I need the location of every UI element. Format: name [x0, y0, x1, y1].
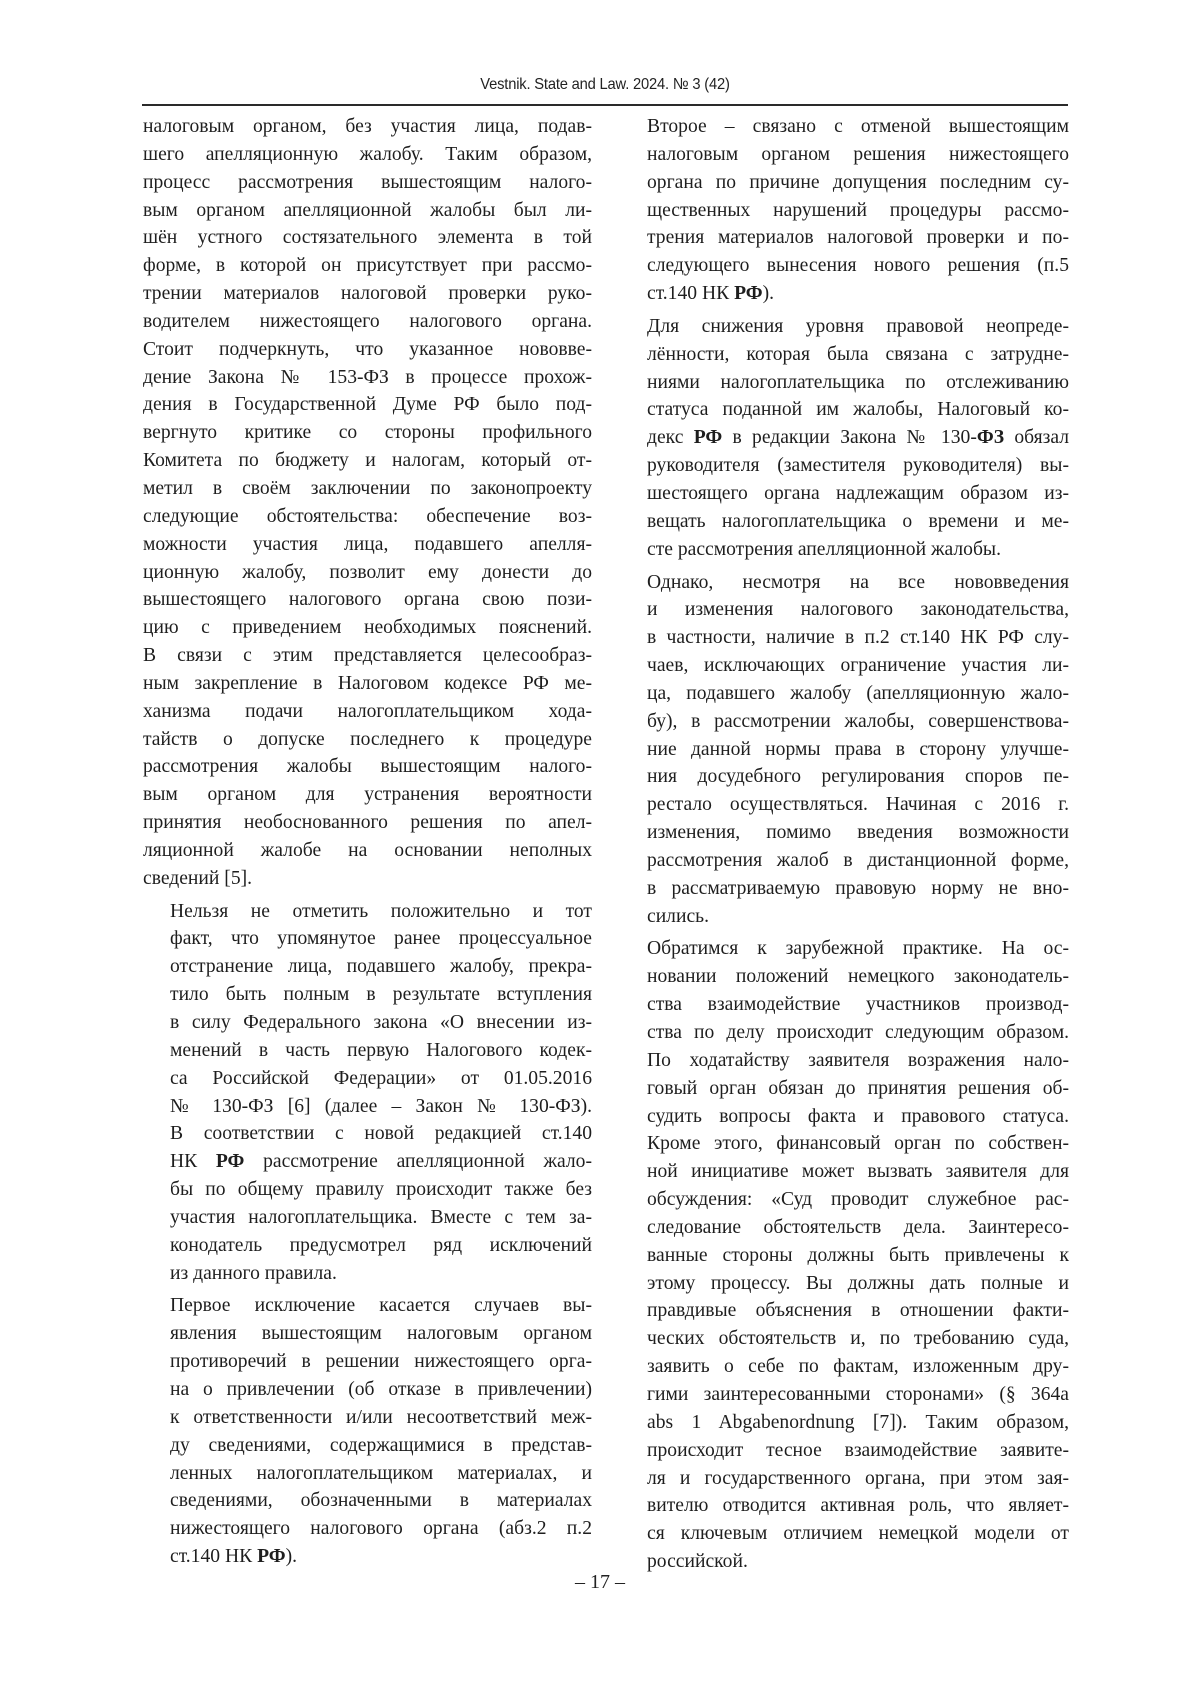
text-line: рассмотрения жалобы вышестоящим налого- [143, 756, 592, 778]
text-line: сведениями, обозначенными в материалах [170, 1490, 592, 1512]
text-line: принятия необоснованного решения по апел- [143, 812, 592, 834]
text-line: Кроме этого, финансовый орган по собствен- [647, 1133, 1069, 1155]
text-line: статуса поданной им жалобы, Налоговый ко- [647, 399, 1069, 421]
text-line: Стоит подчеркнуть, что указанное нововве- [143, 338, 592, 360]
text-line: процесс рассмотрения вышестоящим налого- [143, 171, 592, 193]
text-line: следующие обстоятельства: обеспечение воз- [143, 505, 592, 527]
text-line: судить вопросы факта и правового статуса. [647, 1105, 1069, 1127]
text-line: отстранение лица, подавшего жалобу, прекра- [170, 956, 592, 978]
text-line: ду сведениями, содержащимися в представ- [170, 1434, 592, 1456]
text-line: По ходатайству заявителя возражения нало- [647, 1049, 1069, 1071]
text-line: налоговым органом решения нижестоящего [647, 143, 1069, 165]
text-line: Обратимся к зарубежной практике. На ос- [647, 938, 1069, 960]
text-line: В связи с этим представляется целесообраз- [143, 645, 592, 667]
text-line: ся ключевым отличием немецкой модели от [647, 1523, 1069, 1545]
text-line: ния досудебного регулирования споров пе- [647, 766, 1069, 788]
text-line: ства по делу происходит следующим образом. [647, 1022, 1069, 1043]
paragraph [143, 1292, 592, 1570]
text-line: менений в часть первую Налогового кодек- [170, 1039, 592, 1061]
text-line: вителю отводится активная роль, что являет- [647, 1495, 1069, 1517]
text-line: № 130-ФЗ [6] (далее – Закон № 130-ФЗ). [170, 1095, 592, 1117]
text-line: ляционной жалобе на основании неполных [143, 839, 592, 861]
text-line: форме, в которой он присутствует при рассмо- [143, 255, 592, 277]
running-head: Vestnik. State and Law. 2024. № 3 (42) [480, 76, 730, 93]
text-line: следование обстоятельств дела. Заинтересо- [647, 1216, 1069, 1238]
text-line: и изменения налогового законодательства, [647, 599, 1069, 621]
header-rule [142, 104, 1068, 106]
page-number: – 17 – [575, 1571, 625, 1593]
text-line: к ответственности и/или несоответствий меж- [170, 1406, 592, 1428]
text-line: правдивые объяснения в отношении факти- [647, 1300, 1069, 1322]
text-line: вым органом для устранения вероятности [143, 784, 592, 806]
text-line: тило быть полным в результате вступления [170, 984, 592, 1006]
text-line: вышестоящего налогового органа свою пози- [143, 589, 592, 611]
text-line: вещать налогоплательщика о времени и ме- [647, 510, 1069, 532]
text-line: в силу Федерального закона «О внесении из- [170, 1012, 592, 1033]
right-column [620, 113, 1069, 1581]
text-line: бы по общему правилу происходит также без [170, 1179, 592, 1201]
text-line: шестоящего органа надлежащим образом из- [647, 482, 1069, 504]
text-line: из данного правила. [170, 1262, 337, 1284]
text-line: ным закрепление в Налоговом кодексе РФ ме- [143, 672, 592, 694]
text-line: Однако, несмотря на все нововведения [647, 571, 1069, 593]
text-line: налоговым органом, без участия лица, подав- [143, 116, 592, 137]
left-column [143, 113, 592, 1576]
paragraph [620, 113, 1069, 308]
text-line: ной инициативе может вызвать заявителя для [647, 1161, 1069, 1183]
text-line: новании положений немецкого законодатель- [647, 966, 1069, 988]
text-line: вым органом апелляционной жалобы был ли- [143, 199, 592, 221]
text-line: са Российской Федерации» от 01.05.2016 [170, 1067, 592, 1089]
text-line: Для снижения уровня правовой неопреде- [647, 315, 1069, 337]
text-line: трения материалов налоговой проверки и по- [647, 227, 1069, 249]
text-line: ханизма подачи налогоплательщиком хода- [143, 700, 592, 722]
text-line: ванные стороны должны быть привлечены к [647, 1244, 1069, 1266]
text-line: ства взаимодействие участников производ- [647, 994, 1069, 1016]
text-line: можности участия лица, подавшего апелля- [143, 533, 592, 555]
text-line: обсуждения: «Суд проводит служебное рас- [647, 1189, 1069, 1211]
text-line: ние данной нормы права в сторону улучше- [647, 738, 1069, 760]
text-line: abs 1 Abgabenordnung [7]). Таким образом, [647, 1411, 1069, 1433]
text-line: сились. [647, 905, 709, 927]
text-line: тайств о допуске последнего к процедуре [143, 728, 592, 750]
text-line: водителем нижестоящего налогового органа. [143, 310, 592, 332]
paragraph [620, 569, 1069, 931]
paragraph [143, 898, 592, 1288]
paragraph [620, 313, 1069, 564]
text-line: метил в своём заключении по законопроекту [143, 477, 592, 499]
text-line: участия налогоплательщика. Вместе с тем за- [170, 1206, 592, 1228]
text-line: рестало осуществляться. Начиная с 2016 г. [647, 794, 1069, 816]
paragraph [143, 113, 592, 893]
paragraph [620, 935, 1069, 1575]
text-line: явления вышестоящим налоговым органом [170, 1323, 592, 1345]
text-line: Нельзя не отметить положительно и тот [170, 900, 592, 922]
text-line: Второе – связано с отменой вышестоящим [647, 116, 1069, 137]
text-line: трении материалов налоговой проверки руко- [143, 283, 592, 305]
text-line: ля и государственного органа, при этом зая- [647, 1467, 1069, 1489]
text-line: В соответствии с новой редакцией ст.140 [170, 1123, 592, 1145]
text-line: ца, подавшего жалобу (апелляционную жало- [647, 682, 1069, 704]
text-line: нижестоящего налогового органа (абз.2 п.2 [170, 1518, 592, 1540]
text-line: Комитета по бюджету и налогам, который от- [143, 450, 592, 472]
text-line: в рассматриваемую правовую норму не вно- [647, 877, 1069, 899]
text-line: вергнуто критике со стороны профильного [143, 422, 592, 444]
text-line: происходит тесное взаимодействие заявите- [647, 1439, 1069, 1461]
text-line: противоречий в решении нижестоящего орга- [170, 1351, 592, 1373]
text-line: шего апелляционную жалобу. Таким образом, [143, 143, 592, 165]
text-line: следующего вынесения нового решения (п.5 [647, 255, 1069, 277]
text-line: декс РФ в редакции Закона № 130-ФЗ обязал [647, 427, 1070, 449]
text-line: гими заинтересованными сторонами» (§ 364a [647, 1383, 1069, 1405]
text-line: на о привлечении (об отказе в привлечении) [170, 1378, 592, 1400]
text-line: шён устного состязательного элемента в той [143, 227, 592, 249]
text-line: рассмотрения жалоб в дистанционной форме, [647, 849, 1069, 871]
text-line: говый орган обязан до принятия решения об- [647, 1077, 1069, 1099]
text-line: ст.140 НК РФ). [647, 283, 774, 305]
text-line: бу), в рассмотрении жалобы, совершенствова- [647, 710, 1069, 732]
text-line: щественных нарушений процедуры рассмо- [647, 199, 1069, 221]
text-line: дения в Государственной Думе РФ было под- [143, 394, 592, 416]
text-line: российской. [647, 1551, 748, 1573]
text-line: заявить о себе по фактам, изложенным дру- [647, 1356, 1069, 1378]
text-line: дение Закона № 153-ФЗ в процессе прохож- [143, 366, 592, 388]
text-line: ческих обстоятельств и, по требованию суда, [647, 1328, 1069, 1350]
text-line: цию с приведением необходимых пояснений. [143, 617, 592, 639]
text-line: ниями налогоплательщика по отслеживанию [647, 371, 1069, 393]
text-line: лённости, которая была связана с затрудне- [647, 343, 1069, 365]
text-line: изменения, помимо введения возможности [647, 822, 1069, 844]
text-line: НК РФ рассмотрение апелляционной жало- [170, 1151, 592, 1173]
text-line: сте рассмотрения апелляционной жалобы. [647, 538, 1001, 560]
text-line: этому процессу. Вы должны дать полные и [647, 1272, 1069, 1294]
text-line: ленных налогоплательщиком материалах, и [170, 1462, 592, 1484]
text-line: факт, что упомянутое ранее процессуальное [170, 928, 592, 950]
text-line: чаев, исключающих ограничение участия ли- [647, 655, 1069, 677]
text-line: руководителя (заместителя руководителя) вы- [647, 455, 1069, 477]
text-line: ционную жалобу, позволит ему донести до [143, 561, 592, 583]
text-line: в частности, наличие в п.2 ст.140 НК РФ слу- [647, 627, 1069, 649]
text-line: органа по причине допущения последним су- [647, 171, 1069, 193]
text-line: конодатель предусмотрел ряд исключений [170, 1234, 592, 1256]
text-line: Первое исключение касается случаев вы- [170, 1295, 592, 1317]
text-line: сведений [5]. [143, 867, 253, 889]
text-line: ст.140 НК РФ). [170, 1546, 297, 1568]
